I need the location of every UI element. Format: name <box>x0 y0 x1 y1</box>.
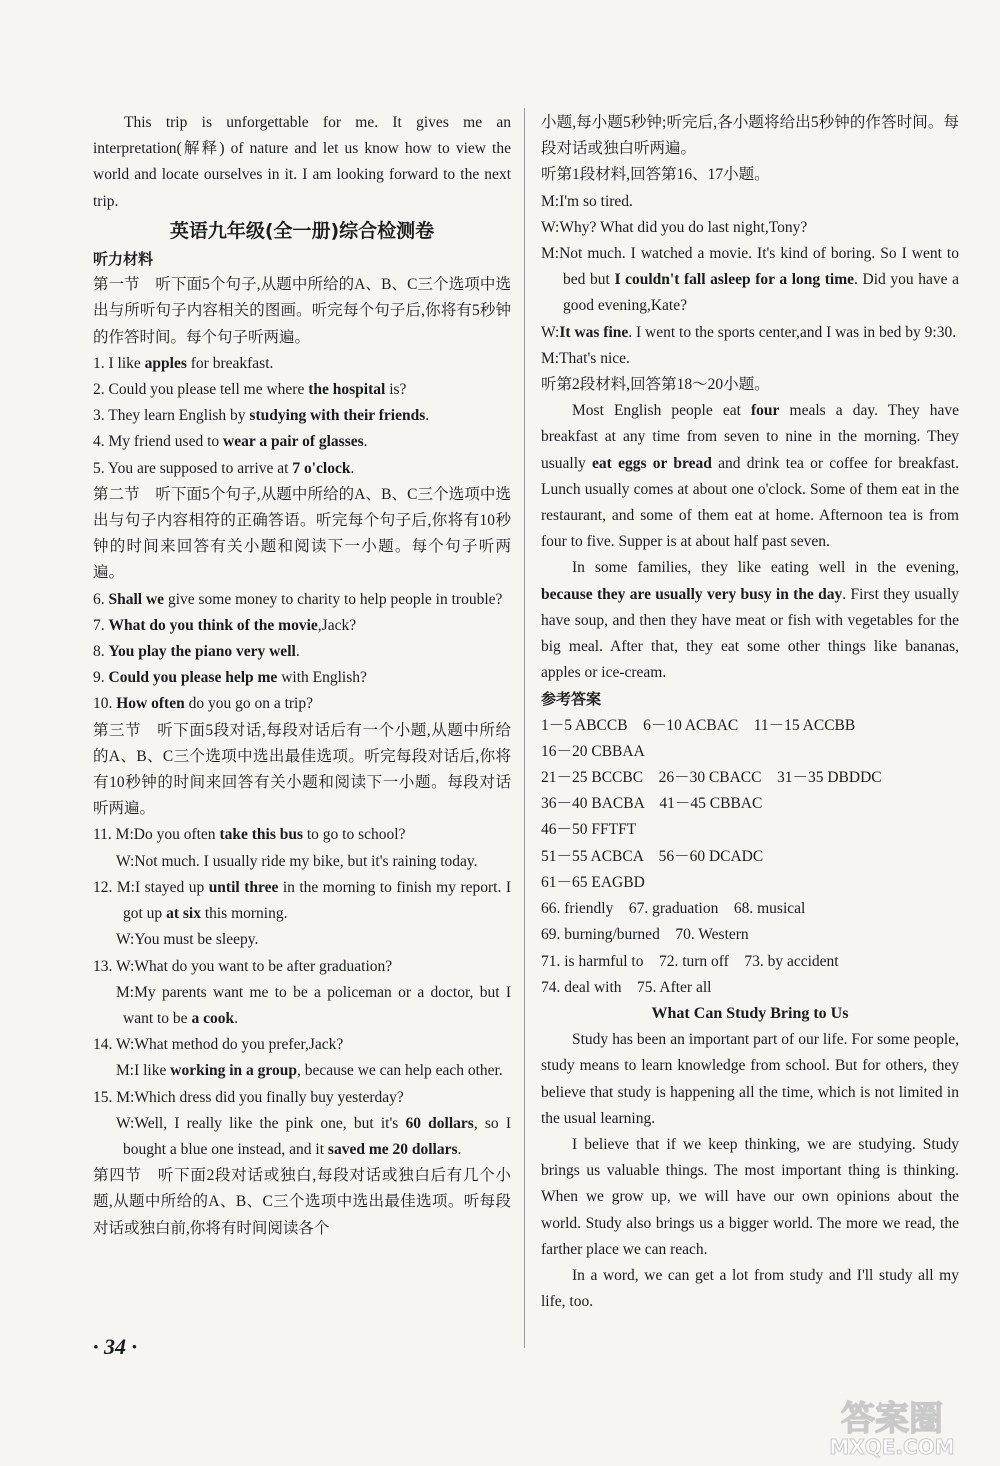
dialogue-14-m: M:I like working in a group, because we can help each other. <box>116 1062 503 1080</box>
dialogue-13-m: M:My parents want me to be a policeman or a doctor, but I want to be a cook. <box>116 983 511 1027</box>
dialogue-12-w: W:You must be sleepy. <box>116 931 259 949</box>
material-2-heading: 听第2段材料,回答第18～20小题。 <box>541 376 770 394</box>
watermark-url: MXQE.COM <box>829 1435 955 1459</box>
question-2: 2. Could you please tell me where the hospital is? <box>93 381 407 399</box>
section4-instructions: 第四节 听下面2段对话或独白,每段对话或独白后有几个小题,从题中所给的A、B、C三个选项中选出最佳选项。听每段对话或独白前,你将有时间阅读各个 <box>93 1167 511 1237</box>
intro-paragraph: This trip is unforgettable for me. It gives me an interpretation(解释) of nature and let us know how to view the world and locate ourselves in it. I am looking forward to the next trip. <box>93 114 511 210</box>
answer-row: 51－55 ACBCA 56－60 DCADC <box>541 847 764 865</box>
question-9: 9. Could you please help me with English? <box>93 669 367 687</box>
dialogue-13-w: 13. W:What do you want to be after graduation? <box>93 957 393 975</box>
answer-row: 21－25 BCCBC 26－30 CBACC 31－35 DBDDC <box>541 769 882 787</box>
watermark-text: 答案圈 <box>841 1399 943 1439</box>
essay-paragraph-1: Study has been an important part of our life. For some people, study means to learn knowledge from school. But for others, they believe that study is happening all the time, which is not limited in the usual learning. <box>541 1031 959 1127</box>
question-10: 10. How often do you go on a trip? <box>93 695 313 713</box>
material-1-heading: 听第1段材料,回答第16、17小题。 <box>541 166 770 184</box>
answer-row: 46－50 FFTFT <box>541 821 637 839</box>
material-1-line-4: W:It was fine. I went to the sports center,and I was in bed by 9:30. <box>541 323 957 341</box>
answer-row: 1－5 ABCCB 6－10 ACBAC 11－15 ACCBB <box>541 716 856 734</box>
essay-paragraph-2: I believe that if we keep thinking, we are studying. Study brings us valuable things. The most important thing is thinking. When we grow up, we will have our own opinions about the world. Study also brings us a bigger world. The more we read, the farther place we can reach. <box>541 1135 959 1258</box>
answer-row: 16－20 CBBAA <box>541 742 645 760</box>
answers-heading: 参考答案 <box>541 690 602 709</box>
essay-paragraph-3: In a word, we can get a lot from study and I'll study all my life, too. <box>541 1266 959 1311</box>
question-1: 1. I like apples for breakfast. <box>93 354 274 372</box>
watermark-graphic <box>800 1390 985 1460</box>
dialogue-15-w: W:Well, I really like the pink one, but it's 60 dollars, so I bought a blue one instead, and it saved me 20 dollars. <box>116 1114 512 1158</box>
answer-row: 66. friendly 67. graduation 68. musical <box>541 900 806 918</box>
left-column <box>93 110 511 1242</box>
question-3: 3. They learn English by studying with their friends. <box>93 407 430 425</box>
question-4: 4. My friend used to wear a pair of glasses. <box>93 433 368 451</box>
material-1-line-2: W:Why? What did you do last night,Tony? <box>541 218 808 236</box>
material-2-paragraph-1: Most English people eat four meals a day. They have breakfast at any time from seven to nine in the morning. They usually eat eggs or bread and drink tea or coffee for breakfast. Lunch usually comes at about one o'clock. Some of them eat in the restaurant, and some of them eat at home. Afternoon tea is from four to five. Supper is at about half past seven. <box>541 402 959 551</box>
question-8: 8. You play the piano very well. <box>93 643 300 661</box>
listening-heading: 听力材料 <box>93 250 154 269</box>
dialogue-12-m: 12. M:I stayed up until three in the morning to finish my report. I got up at six this morning. <box>93 878 511 923</box>
answer-row: 36－40 BACBA 41－45 CBBAC <box>541 795 763 813</box>
exam-title: 英语九年级(全一册)综合检测卷 <box>169 219 435 242</box>
section2-instructions: 第二节 听下面5个句子,从题中所给的A、B、C三个选项中选出与句子内容相符的正确答语。听完每个句子后,你将有10秒钟的时间来回答有关小题和阅读下一小题。每个句子听两遍。 <box>93 485 511 582</box>
section1-instructions: 第一节 听下面5个句子,从题中所给的A、B、C三个选项中选出与所听句子内容相关的图画。听完每个句子后,你将有5秒钟的作答时间。每个句子听两遍。 <box>93 276 511 346</box>
material-2-paragraph-2: In some families, they like eating well in the evening, because they are usually very busy in the day. First they usually have soup, and then they have meat or fish with vegetables for the big meal. After that, they eat some other things like bananas, apples or ice-cream. <box>541 559 959 682</box>
dialogue-11-m: 11. M:Do you often take this bus to go to school? <box>93 826 406 844</box>
answer-row: 71. is harmful to 72. turn off 73. by accident <box>541 952 839 970</box>
column-divider <box>524 108 525 1348</box>
dialogue-14-w: 14. W:What method do you prefer,Jack? <box>93 1036 344 1054</box>
question-6: 6. Shall we give some money to charity to help people in trouble? <box>93 590 503 608</box>
answer-row: 69. burning/burned 70. Western <box>541 926 749 944</box>
essay-title: What Can Study Bring to Us <box>651 1004 849 1022</box>
section4-continued: 小题,每小题5秒钟;听完后,各小题将给出5秒钟的作答时间。每段对话或独白听两遍。 <box>541 114 959 158</box>
answer-row: 74. deal with 75. After all <box>541 978 712 996</box>
page-number: · 34 · <box>93 1334 137 1359</box>
question-5: 5. You are supposed to arrive at 7 o'clock. <box>93 459 355 477</box>
material-1-line-3: M:Not much. I watched a movie. It's kind of boring. So I went to bed but I couldn't fall asleep for a long time. Did you have a good evening,Kate? <box>541 245 960 315</box>
section3-instructions: 第三节 听下面5段对话,每段对话后有一个小题,从题中所给的A、B、C三个选项中选出最佳选项。听完每段对话后,你将有10秒钟的时间来回答有关小题和阅读下一小题。每段对话听两遍。 <box>93 721 511 818</box>
answer-row: 61－65 EAGBD <box>541 873 645 891</box>
question-7: 7. What do you think of the movie,Jack? <box>93 616 357 634</box>
material-1-line-1: M:I'm so tired. <box>541 192 633 210</box>
right-column <box>541 110 959 1315</box>
dialogue-15-m: 15. M:Which dress did you finally buy yesterday? <box>93 1088 404 1106</box>
dialogue-11-w: W:Not much. I usually ride my bike, but it's raining today. <box>116 852 478 870</box>
material-1-line-5: M:That's nice. <box>541 349 630 367</box>
watermark-logo <box>800 1390 985 1460</box>
